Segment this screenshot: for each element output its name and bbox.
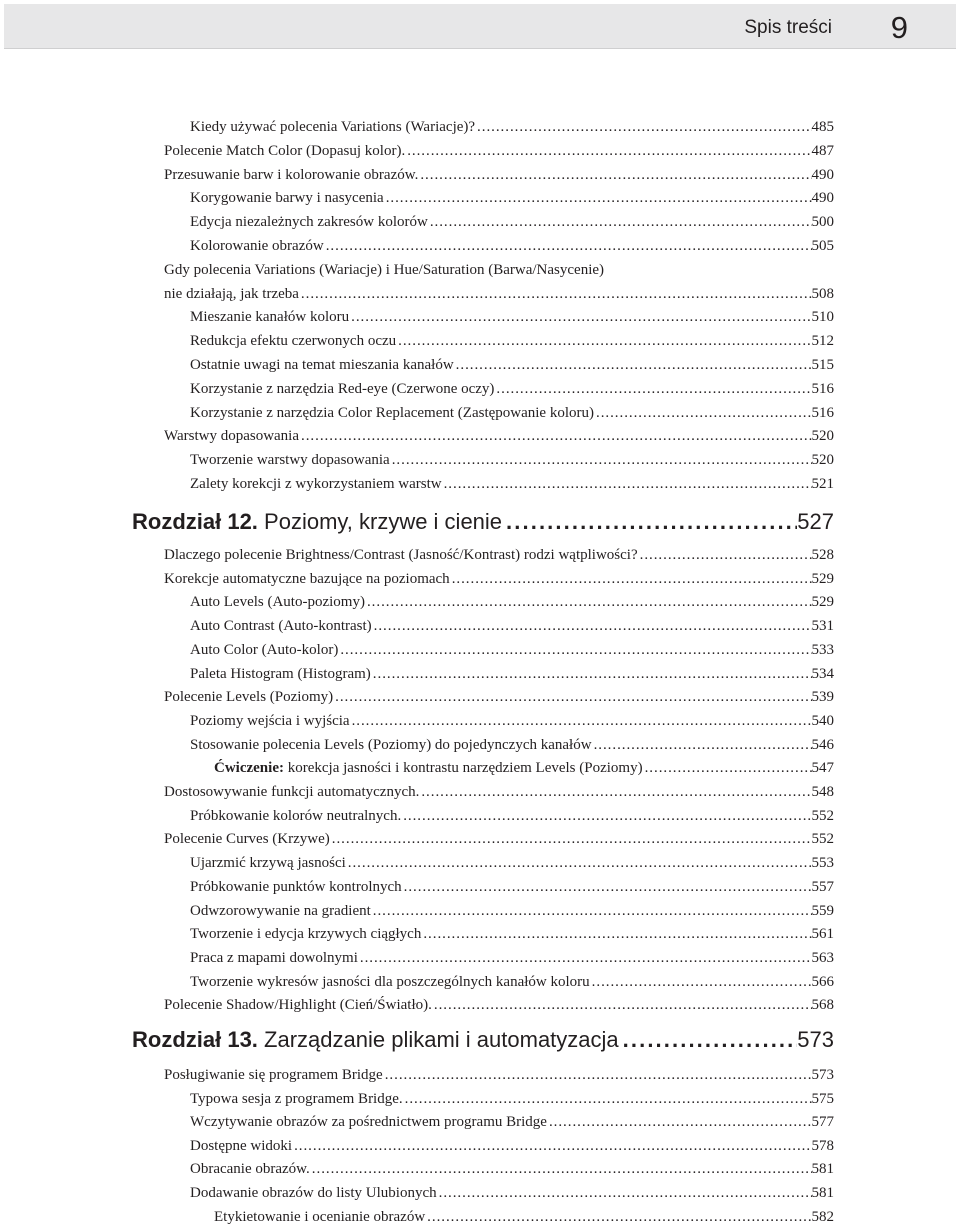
toc-entry[interactable]: [0, 708, 834, 730]
toc-entry[interactable]: [0, 423, 834, 445]
toc-entry-page: 510: [811, 309, 834, 326]
chapter-label: Rozdział 13.: [132, 1027, 258, 1052]
toc-entry-page: 540: [811, 712, 834, 729]
toc-entry-page: 505: [811, 238, 834, 254]
toc-entry-page: 581: [811, 1161, 834, 1178]
toc-entry-title: Polecenie Shadow/Highlight (Cień/Światło).: [164, 997, 432, 1014]
dot-leader: [372, 617, 812, 635]
toc-entry-title: Tworzenie wykresów jasności dla poszczególnych kanałów koloru: [190, 973, 590, 990]
toc-entry[interactable]: [0, 471, 834, 493]
chapter-page: 527: [797, 509, 834, 534]
toc-entry-title: Ostatnie uwagi na temat mieszania kanałów: [190, 357, 454, 373]
toc-entry-title: Korzystanie z narzędzia Color Replacement (Zastępowanie koloru): [190, 404, 594, 421]
dot-leader: [442, 475, 812, 493]
toc-entry-title: Tworzenie warstwy dopasowania: [190, 452, 390, 469]
toc-entry[interactable]: [0, 945, 834, 967]
toc-entry[interactable]: [0, 589, 834, 611]
toc-entry-page: 531: [811, 618, 834, 635]
dot-leader: [590, 973, 812, 991]
toc-entry[interactable]: [0, 992, 834, 1014]
dot-leader: [403, 1090, 812, 1108]
toc-entry-title: Polecenie Match Color (Dopasuj kolor).: [164, 142, 406, 159]
toc-entry[interactable]: [0, 684, 834, 706]
toc-entry[interactable]: [0, 281, 834, 303]
toc-entry-title: Dodawanie obrazów do listy Ulubionych: [190, 1185, 437, 1201]
toc-entry-title: Polecenie Curves (Krzywe): [164, 831, 330, 848]
toc-entry[interactable]: [0, 328, 834, 350]
toc-entry-title: Korekcje automatyczne bazujące na poziomach: [164, 570, 450, 587]
toc-entry-page: 557: [811, 878, 834, 895]
dot-leader: [292, 1137, 811, 1155]
toc-entry-page: 546: [811, 736, 834, 753]
toc-entry-title: Dlaczego polecenie Brightness/Contrast (Jasność/Kontrast) rodzi wątpliwości?: [164, 547, 638, 563]
dot-leader: [383, 1066, 812, 1084]
toc-entry-page: 575: [811, 1090, 834, 1107]
toc-entry-page: 577: [811, 1114, 834, 1131]
toc-entry-page: 547: [811, 760, 834, 777]
toc-entry-page: 490: [811, 190, 834, 207]
toc-entry-title: Korzystanie z narzędzia Red-eye (Czerwone oczy): [190, 380, 495, 397]
toc-entry-title: [214, 759, 643, 777]
dot-leader: [405, 142, 811, 160]
dot-leader: [454, 356, 812, 374]
toc-entry-title: Redukcja efektu czerwonych oczu: [190, 333, 397, 350]
toc-entry-title: Warstwy dopasowania: [164, 428, 300, 445]
toc-entry-title: Zalety korekcji z wykorzystaniem warstw: [190, 476, 442, 492]
dot-leader: [371, 902, 812, 920]
toc-entry-title: Wczytywanie obrazów za pośrednictwem programu Bridge: [190, 1114, 547, 1131]
toc-entry[interactable]: [0, 185, 834, 207]
toc-entry-page: 512: [811, 333, 834, 350]
dot-leader: [390, 451, 812, 469]
toc-entry[interactable]: [0, 1156, 834, 1178]
dot-leader: [594, 404, 812, 422]
toc-entry-page: 529: [811, 594, 834, 611]
dot-leader: [437, 1184, 812, 1202]
header-title: Spis treści: [744, 17, 832, 38]
chapter-12-heading[interactable]: [0, 506, 834, 536]
toc-entry-title: Praca z mapami dowolnymi: [190, 949, 358, 966]
toc-entry-title: Auto Color (Auto-kolor): [190, 641, 339, 658]
toc-entry[interactable]: [0, 1062, 834, 1084]
dot-leader: [338, 641, 811, 659]
dot-leader: [401, 807, 811, 825]
toc-entry[interactable]: [0, 732, 834, 754]
toc-entry-page: 552: [811, 831, 834, 848]
toc-entry-page: 529: [811, 570, 834, 587]
toc-entry-page: 539: [811, 689, 834, 706]
toc-entry[interactable]: [0, 352, 834, 374]
toc-entry-title: Korygowanie barwy i nasycenia: [190, 190, 384, 207]
toc-entry[interactable]: [0, 114, 834, 136]
dot-leader: [330, 830, 812, 848]
toc-entry[interactable]: [0, 566, 834, 588]
dot-leader: [638, 546, 812, 564]
toc-entry-page: 578: [811, 1137, 834, 1154]
toc-entry-title: Kiedy używać polecenia Variations (Wariacje)?: [190, 119, 476, 135]
chapter-title: Zarządzanie plikami i automatyzacja: [264, 1027, 619, 1052]
toc-entry[interactable]: [0, 376, 834, 398]
toc-entry-page: 566: [811, 973, 834, 990]
dot-leader: [299, 285, 812, 303]
dot-leader: [324, 237, 812, 255]
dot-leader: [475, 118, 811, 136]
toc-entry-title: Dostosowywanie funkcji automatycznych.: [164, 784, 420, 800]
toc-entry[interactable]: [0, 898, 834, 920]
toc-entry[interactable]: [0, 637, 834, 659]
toc-entry-title: nie działają, jak trzeba: [164, 285, 299, 302]
toc-entry-page: 561: [811, 926, 834, 943]
dot-leader: [384, 189, 812, 207]
toc-entry-title: Poziomy wejścia i wyjścia: [190, 712, 350, 729]
dot-leader: [371, 665, 812, 683]
dot-leader: [494, 380, 811, 398]
toc-entry[interactable]: [0, 969, 834, 991]
chapter-page: 573: [797, 1027, 834, 1052]
toc-entry[interactable]: [0, 1204, 834, 1226]
toc-entry-title: Kolorowanie obrazów: [190, 238, 324, 254]
toc-entry[interactable]: [0, 209, 834, 231]
toc-entry-page: 559: [811, 902, 834, 919]
toc-entry[interactable]: [0, 755, 834, 777]
toc-entry[interactable]: [0, 233, 834, 255]
toc-entry-page: 563: [811, 949, 834, 966]
toc-entry-title-text: korekcja jasności i kontrastu narzędziem Levels (Poziomy): [287, 760, 643, 777]
toc-entry-page: 548: [811, 784, 834, 800]
toc-entry-page: 520: [811, 428, 834, 445]
dot-leader: [425, 1208, 811, 1226]
toc-entry-page: 508: [811, 285, 834, 302]
toc-entry[interactable]: [0, 542, 834, 564]
toc-entry-bold-prefix: Ćwiczenie:: [214, 760, 284, 777]
toc-entry-page: 516: [811, 404, 834, 421]
toc-entry[interactable]: [0, 850, 834, 872]
toc-entry[interactable]: [0, 162, 834, 184]
page-header: [4, 4, 956, 49]
dot-leader: [358, 949, 812, 967]
dot-leader: [346, 854, 812, 872]
toc-entry[interactable]: [0, 1086, 834, 1108]
dot-leader: [365, 593, 812, 611]
dot-leader: [349, 308, 811, 326]
dot-leader: [619, 1026, 798, 1054]
dot-leader: [547, 1113, 812, 1131]
chapter-13-heading[interactable]: [0, 1024, 834, 1054]
toc-entry[interactable]: [0, 803, 834, 825]
toc-entry-page: 515: [811, 357, 834, 373]
toc-entry[interactable]: [0, 1133, 834, 1155]
toc-entry-page: 487: [811, 142, 834, 159]
dot-leader: [428, 213, 812, 231]
dot-leader: [643, 759, 812, 777]
toc-entry-title: Stosowanie polecenia Levels (Poziomy) do pojedynczych kanałów: [190, 736, 592, 753]
dot-leader: [402, 878, 812, 896]
toc-entry-page: 500: [811, 214, 834, 231]
dot-leader: [419, 783, 811, 801]
toc-entry-page: 528: [811, 547, 834, 563]
toc-entry[interactable]: [0, 1180, 834, 1202]
toc-entry[interactable]: [0, 779, 834, 801]
toc-entry[interactable]: [0, 304, 834, 326]
toc-entry-page: 521: [811, 476, 834, 492]
toc-entry-title: Typowa sesja z programem Bridge.: [190, 1090, 403, 1107]
toc-entry-title: Gdy polecenia Variations (Wariacje) i Hue/Saturation (Barwa/Nasycenie): [164, 261, 605, 278]
toc-entry-title: Dostępne widoki: [190, 1137, 293, 1154]
toc-entry-page: 534: [811, 665, 834, 682]
dot-leader: [396, 332, 811, 350]
toc-entry-page: 533: [811, 641, 834, 658]
toc-entry-page: 582: [811, 1208, 834, 1225]
toc-entry[interactable]: [0, 661, 834, 683]
toc-entry-title: Mieszanie kanałów koloru: [190, 309, 350, 326]
toc-entry-title: Ujarzmić krzywą jasności: [190, 855, 346, 872]
dot-leader: [310, 1160, 812, 1178]
dot-leader: [299, 427, 811, 445]
toc-entry-title: Przesuwanie barw i kolorowanie obrazów.: [164, 166, 419, 183]
toc-entry[interactable]: [0, 874, 834, 896]
dot-leader: [502, 508, 797, 536]
toc-entry-title: Polecenie Levels (Poziomy): [164, 689, 334, 706]
header-page-number: 9: [890, 10, 908, 45]
toc-entry[interactable]: [0, 1109, 834, 1131]
toc-entry-title: Auto Contrast (Auto-kontrast): [190, 618, 372, 635]
toc-entry-page: 516: [811, 380, 834, 397]
toc-entry-title: Odwzorowywanie na gradient: [190, 902, 371, 919]
toc-entry-page: 552: [811, 807, 834, 824]
toc-entry[interactable]: [0, 257, 834, 279]
toc-entry-title: Posługiwanie się programem Bridge: [164, 1067, 383, 1083]
toc-entry-title: Próbkowanie kolorów neutralnych.: [190, 807, 402, 824]
toc-entry-page: 485: [811, 119, 834, 135]
dot-leader: [350, 712, 812, 730]
toc-entry-title: Edycja niezależnych zakresów kolorów: [190, 214, 428, 231]
dot-leader: [418, 166, 811, 184]
toc-entry-page: 568: [811, 997, 834, 1014]
toc-entry-page: 490: [811, 166, 834, 183]
toc-entry-title: Tworzenie i edycja krzywych ciągłych: [190, 926, 422, 943]
chapter-label: Rozdział 12.: [132, 509, 258, 534]
chapter-title: Poziomy, krzywe i cienie: [264, 509, 503, 534]
toc-entry[interactable]: [0, 613, 834, 635]
dot-leader: [592, 736, 812, 754]
toc-entry-page: 553: [811, 855, 834, 872]
dot-leader: [333, 688, 811, 706]
toc-entry[interactable]: [0, 400, 834, 422]
toc-entry[interactable]: [0, 826, 834, 848]
toc-entry[interactable]: [0, 447, 834, 469]
toc-entry-title: Etykietowanie i ocenianie obrazów: [214, 1208, 426, 1225]
toc-entry-title: Auto Levels (Auto-poziomy): [190, 594, 365, 611]
toc-entry-title: Paleta Histogram (Histogram): [190, 665, 371, 682]
dot-leader: [450, 570, 812, 588]
toc-entry-page: 520: [811, 452, 834, 469]
toc-entry-title: Próbkowanie punktów kontrolnych: [190, 878, 402, 895]
toc-entry-title: Obracanie obrazów.: [190, 1161, 310, 1178]
dot-leader: [421, 925, 811, 943]
toc-entry-page: 581: [811, 1185, 834, 1201]
toc-entry-page: 573: [811, 1067, 834, 1083]
toc-entry[interactable]: [0, 138, 834, 160]
dot-leader: [432, 996, 812, 1014]
toc-entry[interactable]: [0, 921, 834, 943]
